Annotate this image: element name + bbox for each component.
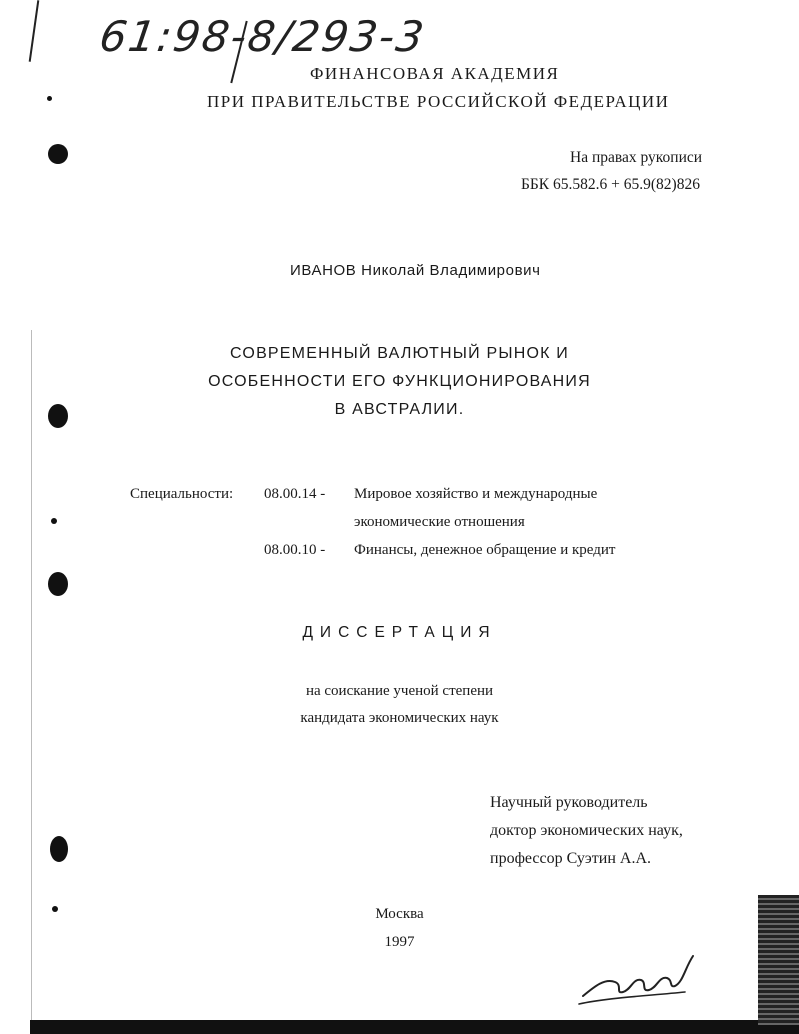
supervisor-name: профессор Суэтин А.А. [490,850,651,867]
punch-hole-mark [48,572,68,596]
city: Москва [375,906,424,922]
degree-line1: на соискание ученой степени [305,683,494,699]
archive-number: 61:98-8/293-3 [96,12,429,61]
specialty-name: Мировое хозяйство и международные [354,486,598,502]
bbk-code: ББК 65.582.6 + 65.9(82)826 [521,176,700,193]
supervisor-degree: доктор экономических наук, [490,822,683,839]
punch-hole-mark [50,836,68,862]
document-type-heading: ДИССЕРТАЦИЯ [302,624,497,641]
specialty-name: Финансы, денежное обращение и кредит [354,542,616,558]
punch-hole-mark [47,96,52,101]
punch-hole-mark [51,518,57,524]
handwritten-margin-line [29,0,40,62]
dissertation-title-line3: В АВСТРАЛИИ. [334,401,465,418]
specialty-code: 08.00.14 - [264,486,326,502]
punch-hole-mark [48,144,68,164]
scan-edge-line [31,330,32,1030]
author-name: ИВАНОВ Николай Владимирович [290,262,541,279]
year: 1997 [384,934,415,950]
specialty-code: 08.00.10 - [264,542,326,558]
degree-line2: кандидата экономических наук [300,710,499,726]
scan-shadow-bottom [30,1020,799,1034]
supervisor-role: Научный руководитель [490,794,648,811]
dissertation-title-line2: ОСОБЕННОСТИ ЕГО ФУНКЦИОНИРОВАНИЯ [208,373,591,390]
rights-note: На правах рукописи [570,149,703,166]
organization-line2: ПРИ ПРАВИТЕЛЬСТВЕ РОССИЙСКОЙ ФЕДЕРАЦИИ [207,92,670,111]
specialty-name-continued: экономические отношения [354,514,525,530]
dissertation-title-line1: СОВРЕМЕННЫЙ ВАЛЮТНЫЙ РЫНОК И [230,345,569,362]
organization-line1: ФИНАНСОВАЯ АКАДЕМИЯ [310,64,560,83]
specialties-label: Специальности: [130,486,234,502]
signature [575,948,705,1010]
